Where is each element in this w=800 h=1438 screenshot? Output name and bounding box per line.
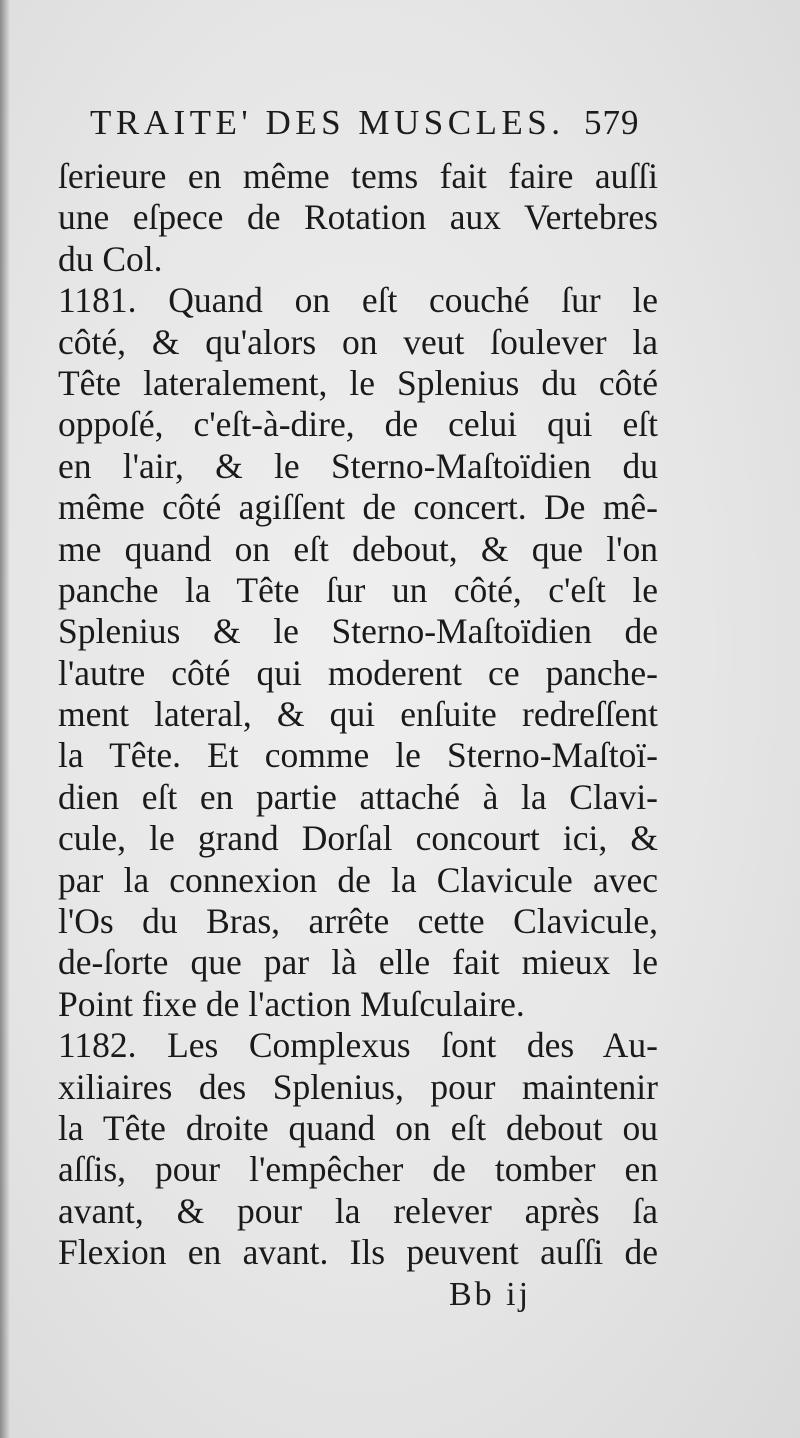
text-line: côté, & qu'alors on veut ſoulever la bbox=[58, 321, 658, 362]
text-line: même côté agiſſent de concert. De mê- bbox=[58, 487, 658, 528]
running-head: TRAITE' DES MUSCLES. bbox=[90, 103, 565, 142]
page-gutter-shadow bbox=[0, 0, 10, 1438]
page-header bbox=[0, 103, 800, 149]
text-line: par la connexion de la Clavicule avec bbox=[58, 859, 658, 900]
page-number: 579 bbox=[584, 103, 640, 142]
text-line: oppoſé, c'eſt-à-dire, de celui qui eſt bbox=[58, 404, 658, 445]
text-line: en l'air, & le Sterno-Maſtoïdien du bbox=[58, 445, 658, 486]
text-line: Flexion en avant. Ils peuvent auſſi de bbox=[58, 1232, 658, 1273]
text-line: de-ſorte que par là elle fait mieux le bbox=[58, 942, 658, 983]
text-line: l'autre côté qui moderent ce panche- bbox=[58, 652, 658, 693]
text-line: 1181. Quand on eſt couché ſur le bbox=[58, 280, 658, 321]
text-line: la Tête droite quand on eſt debout ou bbox=[58, 1107, 658, 1148]
text-line: me quand on eſt debout, & que l'on bbox=[58, 528, 658, 569]
text-line: Tête lateralement, le Splenius du côté bbox=[58, 362, 658, 403]
signature-mark: Bb ij bbox=[449, 1276, 532, 1313]
text-line: 1182. Les Complexus ſont des Au- bbox=[58, 1025, 658, 1066]
text-line: cule, le grand Dorſal concourt ici, & bbox=[58, 818, 658, 859]
text-line: aſſis, pour l'empêcher de tomber en bbox=[58, 1149, 658, 1190]
text-line: une eſpece de Rotation aux Vertebres bbox=[58, 197, 658, 238]
text-line: ment lateral, & qui enſuite redreſſent bbox=[58, 694, 658, 735]
text-line: xiliaires des Splenius, pour maintenir bbox=[58, 1066, 658, 1107]
text-line: Point fixe de l'action Muſculaire. bbox=[58, 983, 525, 1024]
text-line: du Col. bbox=[58, 238, 163, 279]
text-line: ſerieure en même tems fait faire auſſi bbox=[58, 156, 658, 196]
text-line: avant, & pour la relever après ſa bbox=[58, 1190, 658, 1231]
body-text bbox=[58, 156, 658, 1274]
text-line: dien eſt en partie attaché à la Clavi- bbox=[58, 776, 658, 817]
text-line: panche la Tête ſur un côté, c'eſt le bbox=[58, 569, 658, 610]
text-line: l'Os du Bras, arrête cette Clavicule, bbox=[58, 901, 658, 942]
text-line: la Tête. Et comme le Sterno-Maſtoï- bbox=[58, 735, 658, 776]
text-line: Splenius & le Sterno-Maſtoïdien de bbox=[58, 611, 658, 652]
